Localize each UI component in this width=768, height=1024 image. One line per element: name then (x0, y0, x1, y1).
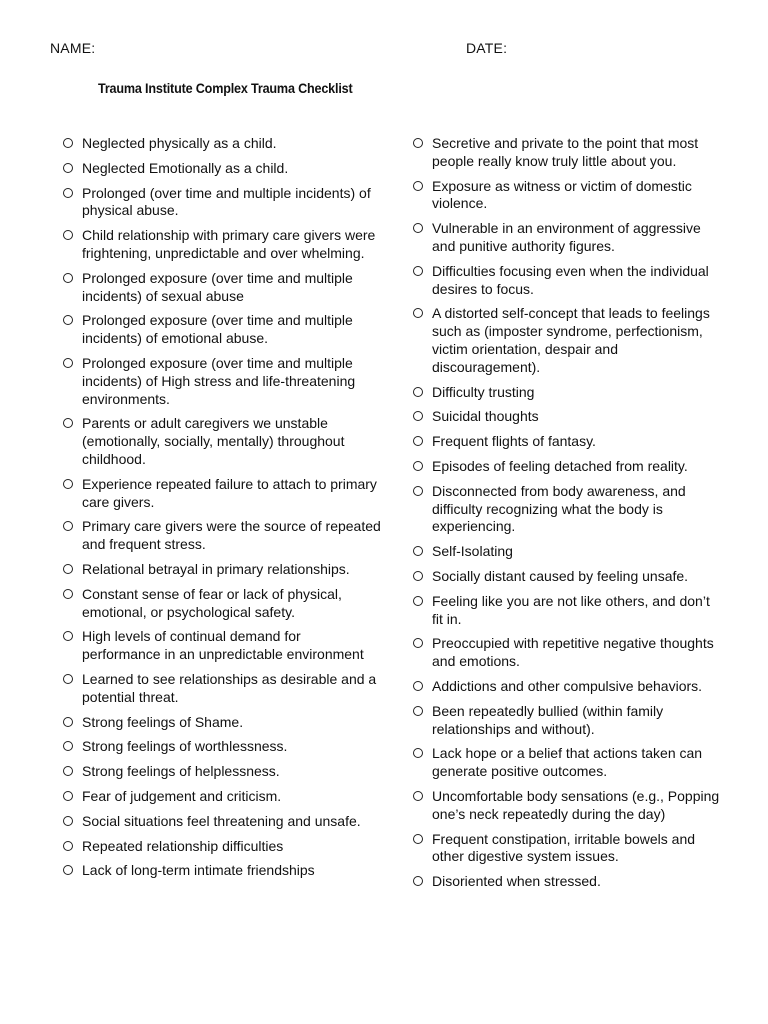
checklist-item-text: Social situations feel threatening and unsafe. (82, 812, 361, 829)
checkbox-circle-icon[interactable] (63, 841, 73, 851)
checklist-item-text: Strong feelings of Shame. (82, 713, 244, 730)
checkbox-circle-icon[interactable] (63, 766, 73, 776)
checklist-item-text: Prolonged exposure (over time and multiple incidents) of emotional abuse. (82, 312, 353, 347)
checklist-item-text: Repeated relationship difficulties (82, 837, 284, 854)
checkbox-circle-icon[interactable] (413, 571, 423, 581)
checkbox-circle-icon[interactable] (413, 266, 423, 276)
checklist-item (63, 738, 383, 756)
checklist-item (63, 561, 383, 579)
checklist-item-text: Neglected Emotionally as a child. (82, 159, 289, 176)
checklist-item (413, 568, 723, 586)
checklist-item-text: Relational betrayal in primary relationships. (82, 560, 350, 577)
checklist-item-text: Difficulties focusing even when the individual desires to focus. (432, 262, 709, 297)
checkbox-circle-icon[interactable] (63, 741, 73, 751)
checklist-item (413, 220, 723, 256)
checklist-item (413, 678, 723, 696)
checklist-item (63, 476, 383, 512)
checklist-item-text: Self-Isolating (432, 543, 513, 560)
checklist-item (63, 862, 383, 880)
checklist-item (413, 408, 723, 426)
date-label: DATE: (466, 40, 508, 56)
checklist-item (413, 263, 723, 299)
checklist-item (63, 355, 383, 408)
checklist-item-text: Child relationship with primary care givers were frightening, unpredictable and over whelming. (82, 227, 376, 261)
checklist-item-text: Preoccupied with repetitive negative thoughts and emotions. (432, 635, 714, 670)
checkbox-circle-icon[interactable] (63, 717, 73, 727)
checkbox-circle-icon[interactable] (63, 418, 73, 428)
checklist-item-text: Strong feelings of worthlessness. (82, 738, 288, 755)
checklist-item (413, 543, 723, 561)
checklist-item-text: Lack hope or a belief that actions taken can generate positive outcomes. (432, 745, 703, 780)
checklist-item (413, 384, 723, 402)
checklist-item (413, 635, 723, 671)
checklist-item-text: Neglected physically as a child. (82, 135, 277, 151)
checklist-item-text: Constant sense of fear or lack of physical, emotional, or psychological safety. (82, 585, 342, 620)
checklist-item-text: Frequent flights of fantasy. (432, 433, 596, 450)
checklist-item (63, 671, 383, 707)
checklist-item-text: Primary care givers were the source of repeated and frequent stress. (82, 518, 381, 553)
checkbox-circle-icon[interactable] (63, 163, 73, 173)
checklist-item (63, 518, 383, 554)
checkbox-circle-icon[interactable] (413, 706, 423, 716)
checklist-item-text: Prolonged exposure (over time and multiple incidents) of sexual abuse (82, 269, 353, 304)
checklist-item (413, 703, 723, 739)
checklist-item-text: Experience repeated failure to attach to primary care givers. (82, 475, 377, 510)
checklist-item-text: Disoriented when stressed. (432, 873, 601, 890)
checklist-item (413, 788, 723, 824)
checklist-item (63, 185, 383, 221)
checkbox-circle-icon[interactable] (63, 865, 73, 875)
checklist-item-text: Learned to see relationships as desirable and a potential threat. (82, 670, 377, 705)
checkbox-circle-icon[interactable] (413, 596, 423, 606)
checklist-item-text: A distorted self-concept that leads to feelings such as (imposter syndrome, perfectionism, victim orientation, despair and discouragement). (432, 305, 710, 375)
checklist-item-text: Secretive and private to the point that most people really know truly little about you. (432, 135, 699, 169)
checkbox-circle-icon[interactable] (413, 791, 423, 801)
checkbox-circle-icon[interactable] (413, 181, 423, 191)
checklist-item (63, 270, 383, 306)
checklist-item (413, 178, 723, 214)
checklist-item-text: Fear of judgement and criticism. (82, 787, 282, 804)
checkbox-circle-icon[interactable] (63, 521, 73, 531)
checklist-item (63, 415, 383, 468)
checklist-right-column (413, 135, 723, 898)
checkbox-circle-icon[interactable] (413, 638, 423, 648)
checkbox-circle-icon[interactable] (63, 138, 73, 148)
checkbox-circle-icon[interactable] (63, 479, 73, 489)
checklist-item-text: High levels of continual demand for performance in an unpredictable environment (82, 628, 364, 663)
checkbox-circle-icon[interactable] (63, 631, 73, 641)
checkbox-circle-icon[interactable] (413, 436, 423, 446)
checkbox-circle-icon[interactable] (413, 387, 423, 397)
checklist-item-text: Suicidal thoughts (432, 408, 539, 425)
checkbox-circle-icon[interactable] (63, 273, 73, 283)
checkbox-circle-icon[interactable] (413, 681, 423, 691)
checklist-item (63, 135, 383, 153)
checkbox-circle-icon[interactable] (413, 308, 423, 318)
checkbox-circle-icon[interactable] (413, 461, 423, 471)
checkbox-circle-icon[interactable] (63, 230, 73, 240)
checklist-item-text: Prolonged exposure (over time and multiple incidents) of High stress and life-threatening environments. (82, 354, 356, 407)
checklist-item (63, 160, 383, 178)
checkbox-circle-icon[interactable] (413, 546, 423, 556)
checklist-item (413, 433, 723, 451)
checkbox-circle-icon[interactable] (63, 589, 73, 599)
checklist-item (63, 312, 383, 348)
checklist-item (413, 745, 723, 781)
checklist-item-text: Vulnerable in an environment of aggressive and punitive authority figures. (432, 220, 701, 254)
checklist-item (63, 788, 383, 806)
checkbox-circle-icon[interactable] (413, 223, 423, 233)
checkbox-circle-icon[interactable] (63, 791, 73, 801)
checklist-item (63, 838, 383, 856)
checklist-item (63, 227, 383, 263)
checkbox-circle-icon[interactable] (63, 188, 73, 198)
document-title: Trauma Institute Complex Trauma Checklist (98, 80, 353, 96)
checklist-item (413, 873, 723, 891)
checklist-item (63, 763, 383, 781)
checklist-item (63, 628, 383, 664)
checkbox-circle-icon[interactable] (63, 564, 73, 574)
checklist-item (413, 135, 723, 171)
checklist-item-text: Uncomfortable body sensations (e.g., Popping one’s neck repeatedly during the day) (432, 787, 720, 822)
checklist-item-text: Parents or adult caregivers we unstable (emotionally, socially, mentally) throughout childhood. (82, 415, 345, 467)
checklist-item-text: Exposure as witness or victim of domestic violence. (432, 177, 692, 212)
checklist-item-text: Been repeatedly bullied (within family relationships and without). (432, 702, 664, 737)
checklist-item (63, 586, 383, 622)
checkbox-circle-icon[interactable] (63, 674, 73, 684)
checklist-item-text: Socially distant caused by feeling unsafe. (432, 567, 689, 584)
checkbox-circle-icon[interactable] (413, 834, 423, 844)
checkbox-circle-icon[interactable] (63, 358, 73, 368)
checklist-item-text: Strong feelings of helplessness. (82, 763, 280, 780)
checklist-item-text: Addictions and other compulsive behaviors. (432, 677, 703, 694)
checkbox-circle-icon[interactable] (63, 315, 73, 325)
checklist-item-text: Difficulty trusting (432, 383, 535, 400)
checklist-left-column (63, 135, 383, 887)
checklist-item (413, 305, 723, 376)
checkbox-circle-icon[interactable] (413, 876, 423, 886)
checklist-item (413, 458, 723, 476)
checkbox-circle-icon[interactable] (63, 816, 73, 826)
checklist-item (413, 593, 723, 629)
checkbox-circle-icon[interactable] (413, 138, 423, 148)
checklist-item-text: Lack of long-term intimate friendships (82, 862, 315, 879)
checkbox-circle-icon[interactable] (413, 748, 423, 758)
checklist-item (63, 813, 383, 831)
checklist-item-text: Episodes of feeling detached from reality. (432, 457, 688, 474)
checklist-item-text: Feeling like you are not like others, and don’t fit in. (432, 592, 710, 627)
checklist-item (63, 714, 383, 732)
checklist-item-text: Disconnected from body awareness, and difficulty recognizing what the body is experiencing. (432, 482, 686, 535)
checkbox-circle-icon[interactable] (413, 411, 423, 421)
checklist-item (413, 831, 723, 867)
checklist-item (413, 483, 723, 536)
checkbox-circle-icon[interactable] (413, 486, 423, 496)
checklist-item-text: Frequent constipation, irritable bowels and other digestive system issues. (432, 830, 696, 865)
name-label: NAME: (50, 40, 96, 56)
checklist-item-text: Prolonged (over time and multiple incidents) of physical abuse. (82, 184, 371, 219)
